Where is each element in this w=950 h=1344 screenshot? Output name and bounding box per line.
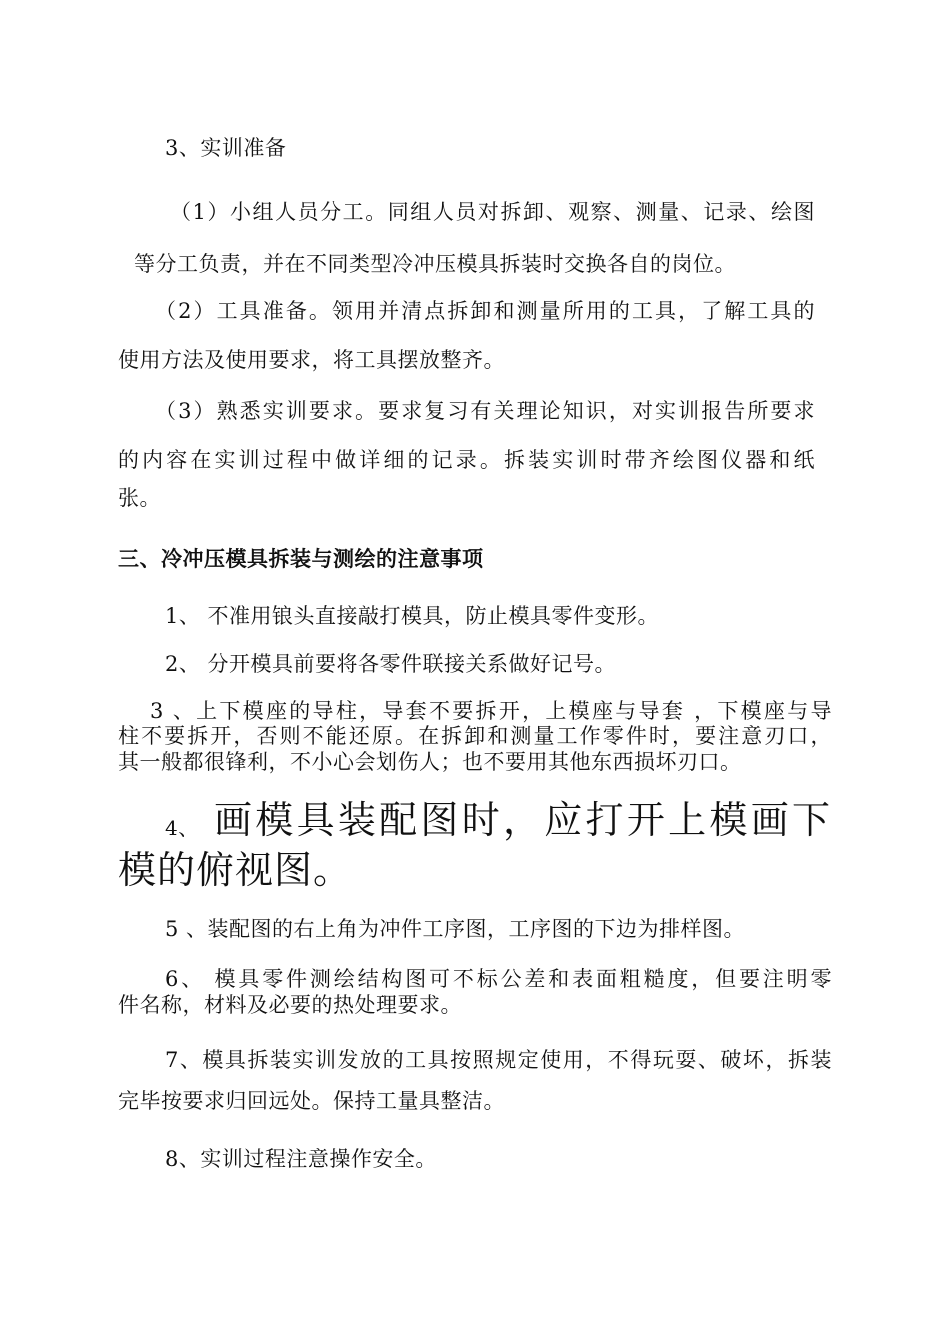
note-3-line3: 其一般都很锋利，不小心会划伤人；也不要用其他东西损坏刃口。 [118,750,742,774]
note-1: 1、 不准用锒头直接敲打模具，防止模具零件变形。 [165,604,660,628]
note-3-line1: 3 、上下模座的导柱，导套不要拆开，上模座与导套 ，下模座与导 [150,699,832,723]
section-prep-title: 3、实训准备 [165,136,287,160]
prep-item3-line1: （3）熟悉实训要求。要求复习有关理论知识，对实训报告所要求 [155,399,815,423]
note-4-line2: 模的俯视图。 [118,848,353,892]
note-6-line1: 6、 模具零件测绘结构图可不标公差和表面粗糙度，但要注明零 [165,967,832,991]
prep-item1-line1: （1）小组人员分工。同组人员对拆卸、观察、测量、记录、绘图 [170,200,815,224]
prep-item1-line2: 等分工负责，并在不同类型冷冲压模具拆装时交换各自的岗位。 [134,252,736,276]
note-7-line2: 完毕按要求归回远处。保持工量具整洁。 [118,1089,505,1113]
note-7-line1: 7、模具拆装实训发放的工具按照规定使用，不得玩耍、破坏，拆装 [165,1048,832,1072]
prep-item2-line2: 使用方法及使用要求，将工具摆放整齐。 [118,348,505,372]
prep-item3-line2: 的内容在实训过程中做详细的记录。拆装实训时带齐绘图仪器和纸 [118,448,815,472]
note-2: 2、 分开模具前要将各零件联接关系做好记号。 [165,652,617,676]
note-4-line1: 画模具装配图时，应打开上模画下 [214,798,831,842]
note-3-line2: 柱不要拆开，否则不能还原。在拆卸和测量工作零件时，要注意刃口， [118,724,832,748]
note-6-line2: 件名称，材料及必要的热处理要求。 [118,993,462,1017]
note-5: 5 、装配图的右上角为冲件工序图，工序图的下边为排样图。 [165,917,746,941]
prep-item3-line3: 张。 [118,486,161,510]
prep-item2-line1: （2）工具准备。领用并清点拆卸和测量所用的工具，了解工具的 [155,299,815,323]
notes-heading: 三、冷冲压模具拆装与测绘的注意事项 [118,547,484,571]
note-8: 8、实训过程注意操作安全。 [165,1147,437,1171]
note-4-number: 4、 [165,816,199,840]
